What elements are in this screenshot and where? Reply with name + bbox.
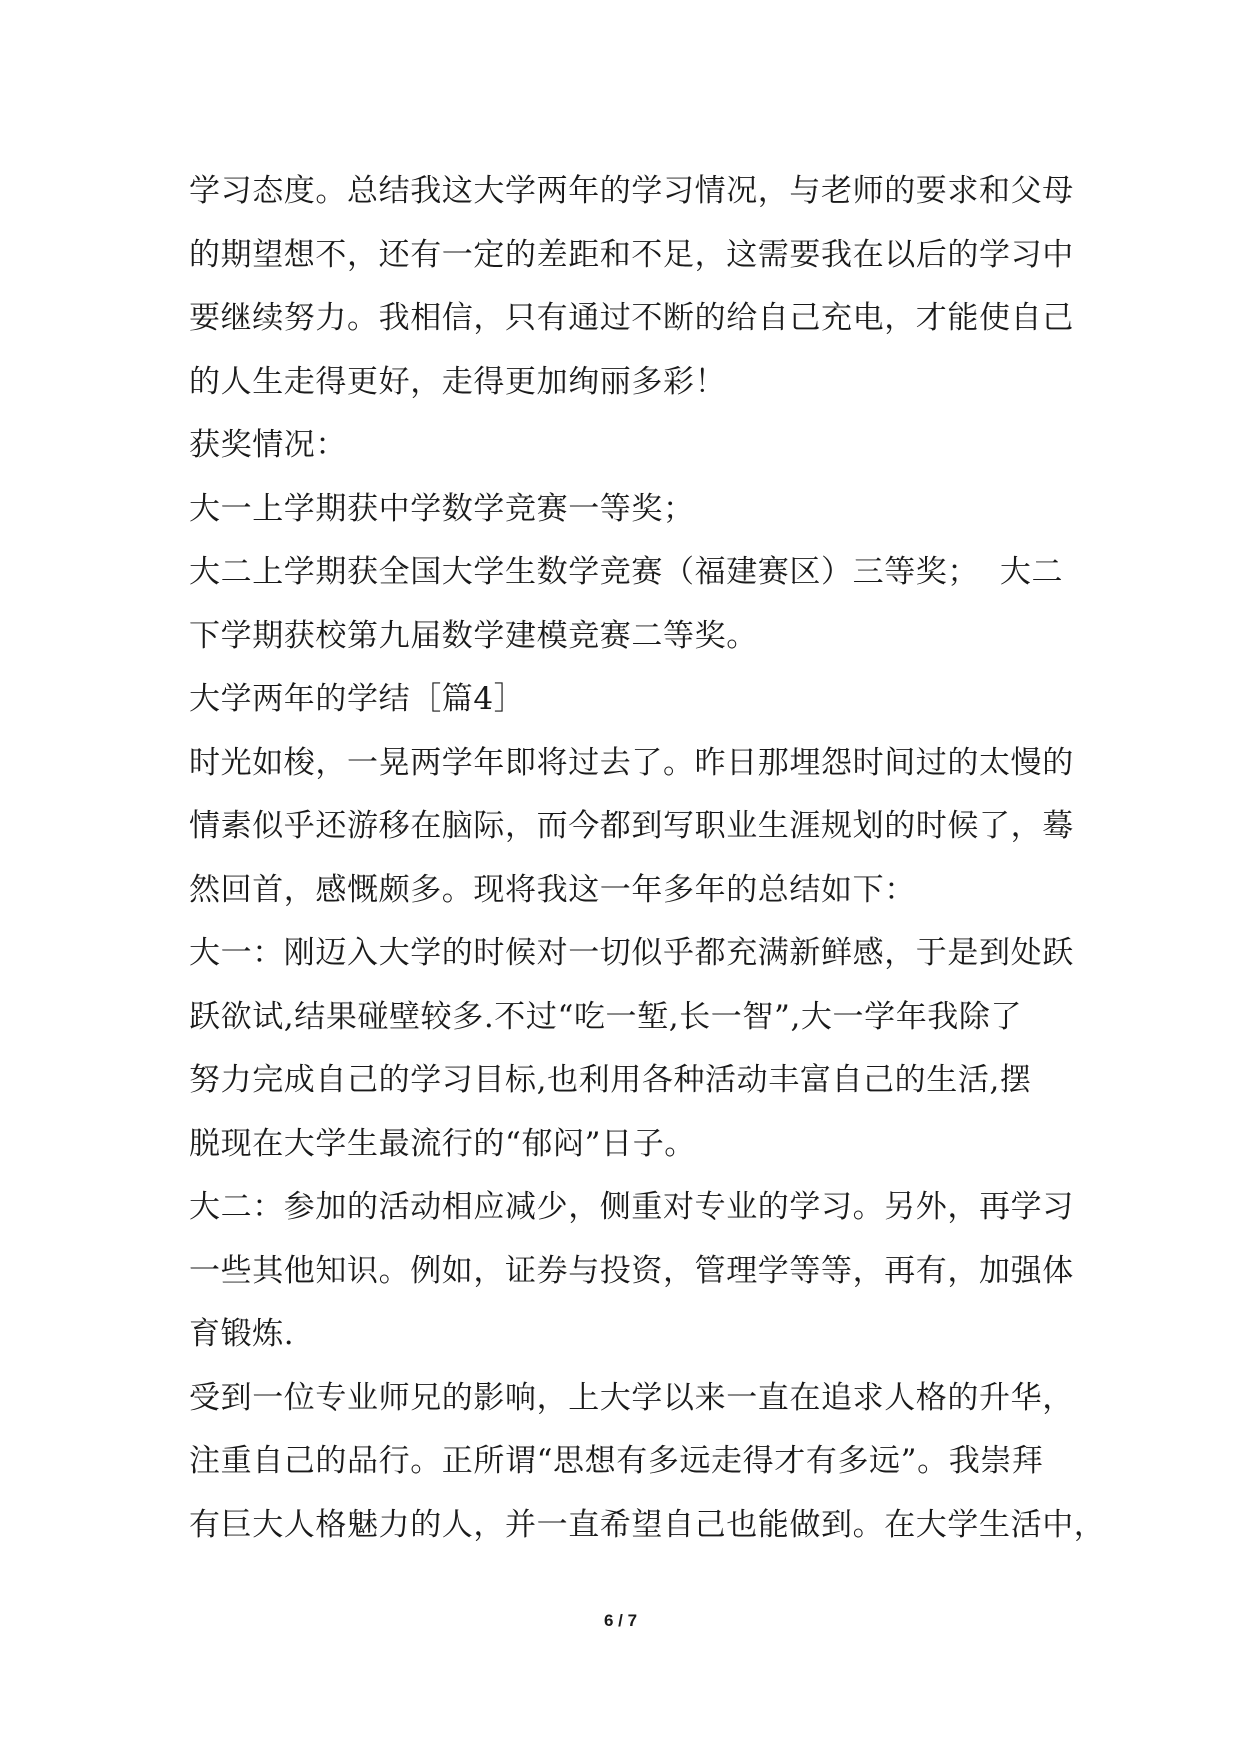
text-line: 然回首，感慨颇多。现将我这一年多年的总结如下： (189, 871, 916, 908)
text-line: 受到一位专业师兄的影响，上大学以来一直在追求人格的升华， (189, 1379, 1074, 1416)
text-line: 大二上学期获全国大学生数学竞赛（福建赛区）三等奖； 大二 (189, 554, 1064, 590)
page-number: 6 / 7 (603, 1611, 638, 1630)
awards-heading: 获奖情况： (189, 427, 347, 463)
text-line: 时光如梭，一晃两学年即将过去了。昨日那埋怨时间过的太慢的 (189, 744, 1074, 781)
text-line: 育锻炼. (189, 1316, 295, 1352)
text-line: 学习态度。总结我这大学两年的学习情况，与老师的要求和父母 (189, 173, 1074, 209)
text-line: 注重自己的品行。正所谓“思想有多远走得才有多远”。我崇拜 (189, 1443, 1044, 1479)
text-line: 有巨大人格魅力的人，并一直希望自己也能做到。在大学生活中， (189, 1506, 1106, 1543)
text-line: 努力完成自己的学习目标,也利用各种活动丰富自己的生活,摆 (189, 1062, 1032, 1098)
text-line: 大二：参加的活动相应减少，侧重对专业的学习。另外，再学习 (189, 1189, 1074, 1225)
text-line: 情素似乎还游移在脑际，而今都到写职业生涯规划的时候了，蓦 (189, 808, 1074, 844)
text-line: 大一：刚迈入大学的时候对一切似乎都充满新鲜感，于是到处跃 (189, 935, 1074, 971)
text-line: 下学期获校第九届数学建模竞赛二等奖。 (189, 617, 758, 654)
text-line: 要继续努力。我相信，只有通过不断的给自己充电，才能使自己 (189, 300, 1074, 336)
text-line: 的期望想不，还有一定的差距和不足，这需要我在以后的学习中 (189, 236, 1074, 273)
section-heading: 大学两年的学结［篇4］ (189, 681, 526, 717)
body-text (189, 160, 1106, 1557)
text-line: 的人生走得更好，走得更加绚丽多彩！ (189, 363, 727, 400)
text-line: 跃欲试,结果碰壁较多.不过“吃一堑,长一智”,大一学年我除了 (189, 998, 1023, 1035)
text-line: 脱现在大学生最流行的“郁闷”日子。 (189, 1125, 696, 1162)
text-line: 大一上学期获中学数学竞赛一等奖； (189, 490, 695, 527)
text-line: 一些其他知识。例如，证券与投资，管理学等等，再有，加强体 (189, 1252, 1074, 1289)
